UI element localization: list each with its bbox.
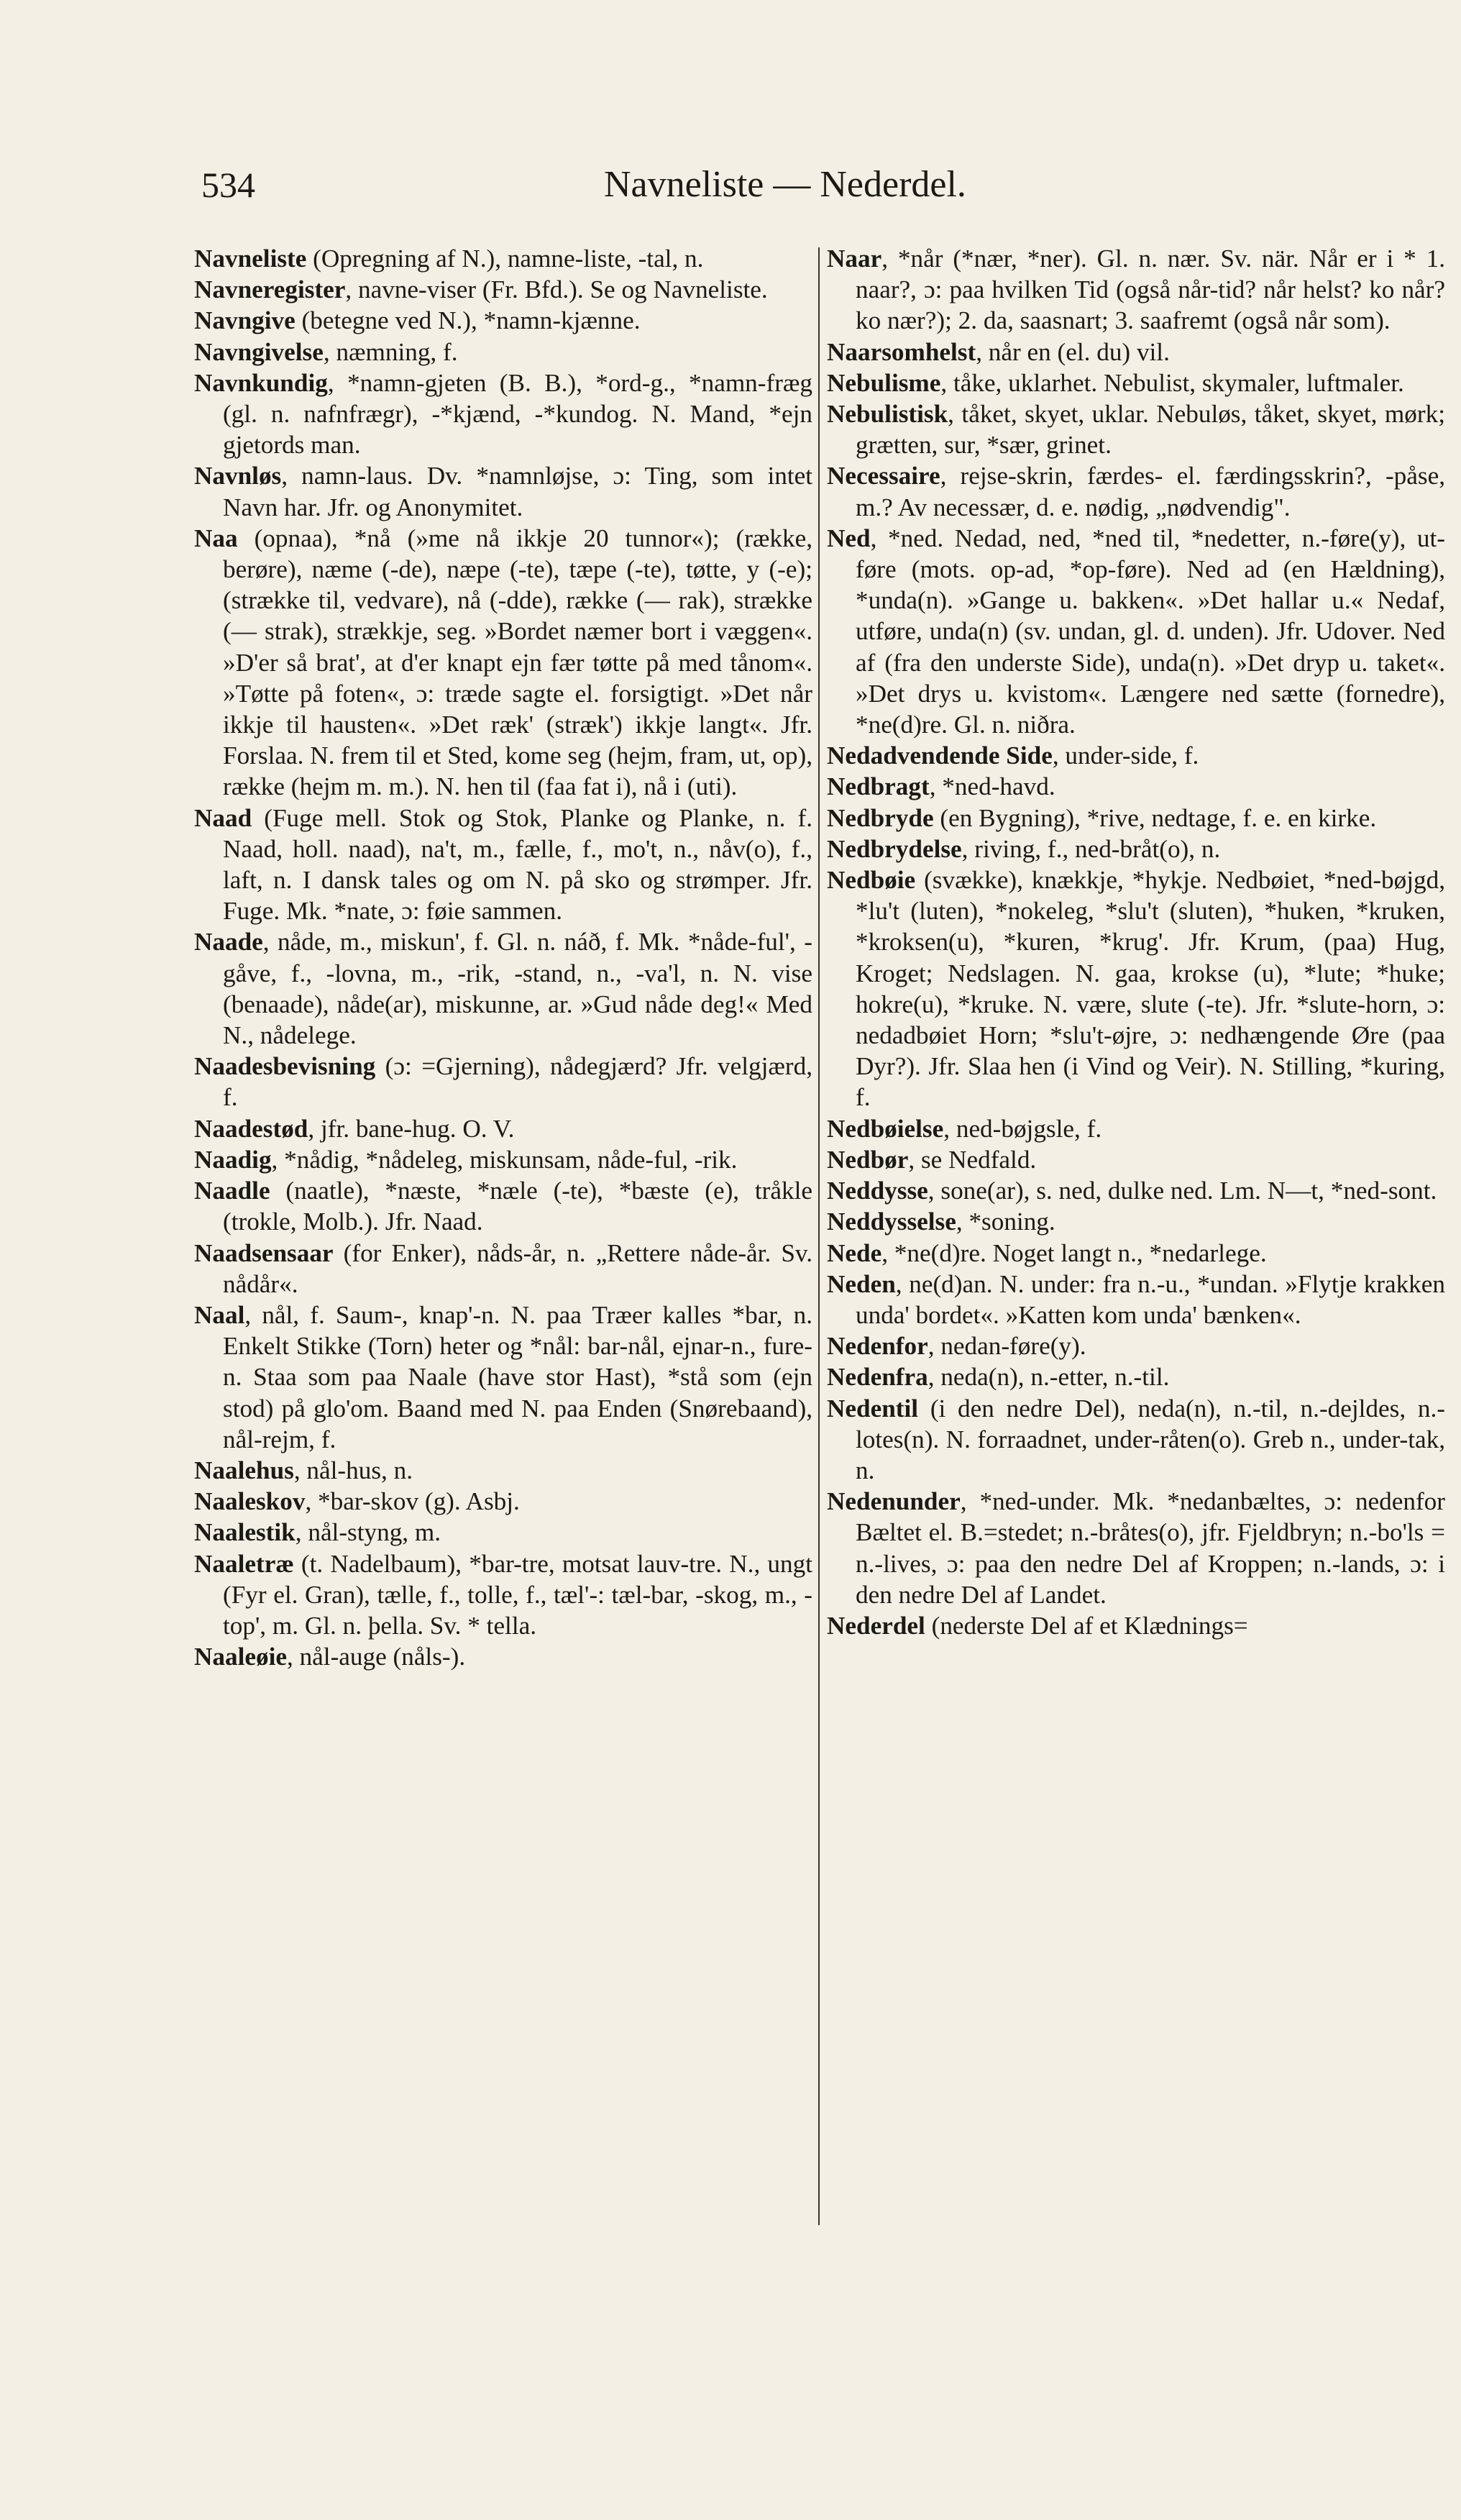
entry-definition: (opnaa), *nå (»me nå ikkje 20 tunnor«); (række, berøre), næme (-de), næpe (-te), tæpe (-te), tøtte, y (-e); (strække til, vedvare), nå (-dde), række (— rak), strække (— strak), strækkje, seg. »Bordet næmer bort i væggen«. »D'er så brat', at d'er knapt ejn fær tøtte på med tånom«. »Tøtte på foten«, ɔ: træde sagte el. forsigtigt. »Det når ikkje til hausten«. »Det ræk' (stræk') ikkje langt«. Jfr. Forslaa. N. frem til et Sted, kome seg (hejm, fram, ut, op), række (hejm m. m.). N. hen til (faa fat i), nå i (uti).	[223, 524, 812, 801]
entry-definition: , når en (el. du) vil.	[976, 337, 1170, 366]
dictionary-entry	[827, 1610, 1445, 1641]
entry-definition: , *bar-skov (g). Asbj.	[305, 1487, 520, 1516]
entry-headword: Nedbøie	[827, 866, 916, 895]
entry-headword: Naarsomhelst	[827, 337, 976, 366]
dictionary-entry	[194, 1641, 812, 1672]
dictionary-entry	[194, 305, 812, 336]
dictionary-entry	[827, 803, 1445, 834]
dictionary-entry	[194, 1517, 812, 1548]
dictionary-entry	[194, 337, 812, 368]
entry-definition: , under-side, f.	[1052, 741, 1199, 770]
entry-definition: , ne(d)an. N. under: fra n.-u., *undan. »Flytje krakken unda' bordet«. »Katten kom unda' bænken«.	[856, 1269, 1445, 1329]
dictionary-entry	[827, 398, 1445, 460]
entry-definition: , tåket, skyet, uklar. Nebuløs, tåket, skyet, mørk; grætten, sur, *sær, grinet.	[856, 400, 1445, 460]
entry-definition: , nål, f. Saum-, knap'-n. N. paa Træer kalles *bar, n. Enkelt Stikke (Torn) heter og *nål: bar-nål, ejnar-n., fure-n. Staa som paa Naale (have stor Hast), *stå som (ejn stod) på glo'om. Baand med N. paa Enden (Snørebaand), nål-rejm, f.	[223, 1300, 812, 1453]
dictionary-entry	[827, 1144, 1445, 1175]
dictionary-entry	[194, 1455, 812, 1486]
entry-headword: Necessaire	[827, 462, 940, 490]
dictionary-entry	[827, 1206, 1445, 1237]
entry-headword: Navnløs	[194, 462, 282, 490]
entry-headword: Naadle	[194, 1177, 270, 1205]
entry-headword: Neden	[827, 1269, 896, 1298]
dictionary-entry	[194, 1486, 812, 1517]
entry-headword: Neddysselse	[827, 1208, 956, 1236]
dictionary-entry	[194, 1113, 812, 1144]
entry-definition: (nederste Del af et Klædnings=	[925, 1611, 1248, 1640]
entry-definition: , *ned-under. Mk. *nedanbæltes, ɔ: nedenfor Bæltet el. B.=stedet; n.-bråtes(o), jfr. Fjeldbryn; n.-bo'ls = n.-lives, ɔ: paa den nedre Del af Kroppen; n.-lands, ɔ: i den nedre Del af Landet.	[856, 1487, 1445, 1609]
entry-headword: Nedbragt	[827, 772, 930, 801]
entry-headword: Naalehus	[194, 1456, 294, 1484]
entry-definition: , nedan-føre(y).	[928, 1332, 1086, 1361]
dictionary-entry	[827, 1393, 1445, 1487]
entry-definition: , jfr. bane-hug. O. V.	[308, 1114, 515, 1143]
dictionary-entry	[827, 243, 1445, 337]
entry-headword: Navneregister	[194, 275, 346, 304]
dictionary-entry	[827, 368, 1445, 398]
entry-definition: (en Bygning), *rive, nedtage, f. e. en kirke.	[933, 803, 1377, 832]
dictionary-entry	[194, 1144, 812, 1175]
dictionary-entry	[827, 1113, 1445, 1144]
entry-definition: , *ned-havd.	[929, 772, 1055, 801]
entry-definition: , næmning, f.	[323, 337, 458, 366]
dictionary-entry	[194, 803, 812, 927]
dictionary-entry	[827, 834, 1445, 864]
dictionary-entry	[827, 1330, 1445, 1361]
entry-headword: Nederdel	[827, 1611, 925, 1640]
entry-headword: Navneliste	[194, 245, 307, 273]
entry-headword: Nedbør	[827, 1145, 909, 1174]
column-divider	[818, 247, 820, 2225]
dictionary-entry	[194, 523, 812, 803]
entry-definition: (for Enker), nåds-år, n. „Rettere nåde-år. Sv. nådår«.	[223, 1238, 812, 1298]
entry-headword: Naaleøie	[194, 1643, 287, 1671]
entry-definition: , nål-auge (nåls-).	[286, 1643, 466, 1671]
dictionary-entry	[827, 337, 1445, 368]
entry-definition: , *namn-gjeten (B. B.), *ord-g., *namn-fræg (gl. n. nafnfrægr), -*kjænd, -*kundog. N. Mand, *ejn gjetords man.	[223, 368, 812, 460]
entry-definition: , namn-laus. Dv. *namnløjse, ɔ: Ting, som intet Navn har. Jfr. og Anonymitet.	[223, 462, 812, 521]
entry-definition: , nåde, m., miskun', f. Gl. n. náð, f. Mk. *nåde-ful', -gåve, f., -lovna, m., -rik, -stand, n., -va'l, n. N. vise (benaade), nåde(ar), miskunne, ar. »Gud nåde deg!« Med N., nådelege.	[223, 928, 812, 1050]
entry-headword: Naaleskov	[194, 1487, 306, 1516]
entry-headword: Nedentil	[827, 1394, 919, 1423]
entry-definition: (naatle), *næste, *næle (-te), *bæste (e), tråkle (trokle, Molb.). Jfr. Naad.	[223, 1177, 812, 1236]
entry-headword: Naadesbevisning	[194, 1052, 376, 1081]
entry-definition: , nål-hus, n.	[293, 1456, 413, 1484]
entry-headword: Naa	[194, 524, 238, 552]
entry-headword: Navngivelse	[194, 337, 324, 366]
entry-headword: Nedadvendende Side	[827, 741, 1053, 770]
entry-headword: Nedbøielse	[827, 1114, 944, 1143]
entry-definition: , nål-styng, m.	[295, 1518, 441, 1547]
entry-headword: Nede	[827, 1238, 882, 1267]
entry-headword: Neddysse	[827, 1177, 928, 1205]
entry-headword: Naalestik	[194, 1518, 296, 1547]
dictionary-entry	[194, 460, 812, 522]
page-number: 534	[201, 165, 255, 205]
entry-headword: Naaletræ	[194, 1549, 294, 1578]
entry-headword: Naar	[827, 245, 882, 273]
dictionary-entry	[194, 1051, 812, 1113]
entry-definition: , *ned. Nedad, ned, *ned til, *nedetter, n.-føre(y), ut-føre (mots. op-ad, *op-føre). Ned ad (en Hældning), *unda(n). »Gange u. bakken«. »Det hallar u.« Nedaf, utføre, unda(n) (sv. undan, gl. d. unden). Jfr. Udover. Ned af (fra den underste Side), unda(n). »Det dryp u. taket«. »Det drys u. kvistom«. Længere ned sætte (fornedre), *ne(d)re. Gl. n. niðra.	[856, 524, 1445, 739]
entry-headword: Nebulistisk	[827, 400, 948, 429]
entry-headword: Nedenfra	[827, 1363, 928, 1392]
entry-definition: , se Nedfald.	[908, 1145, 1037, 1174]
dictionary-entry	[194, 1175, 812, 1237]
entry-definition: , ned-bøjgsle, f.	[943, 1114, 1102, 1143]
entry-definition: , *ne(d)re. Noget langt n., *nedarlege.	[881, 1238, 1267, 1267]
left-column	[194, 243, 812, 1672]
entry-definition: (ɔ: =Gjerning), nådegjærd? Jfr. velgjærd, f.	[223, 1052, 812, 1112]
entry-definition: (i den nedre Del), neda(n), n.-til, n.-dejldes, n.-lotes(n). N. forraadnet, under-råten(o). Greb n., under-tak, n.	[856, 1394, 1445, 1484]
entry-headword: Naad	[194, 803, 252, 832]
entry-definition: (t. Nadelbaum), *bar-tre, motsat lauv-tre. N., ungt (Fyr el. Gran), tælle, f., tolle, f., tæl'-: tæl-bar, -skog, m., -top', m. Gl. n. þella. Sv. * tella.	[223, 1549, 812, 1640]
dictionary-entry	[194, 1548, 812, 1642]
entry-definition: , neda(n), n.-etter, n.-til.	[928, 1363, 1170, 1392]
dictionary-entry	[827, 771, 1445, 802]
dictionary-entry	[827, 1238, 1445, 1269]
entry-headword: Naade	[194, 928, 263, 957]
entry-definition: , *nådig, *nådeleg, miskunsam, nåde-ful, -rik.	[271, 1145, 738, 1174]
right-column	[827, 243, 1445, 1641]
entry-definition: , navne-viser (Fr. Bfd.). Se og Navneliste.	[345, 275, 768, 304]
entry-definition: , sone(ar), s. ned, dulke ned. Lm. N—t, *ned-sont.	[928, 1177, 1437, 1205]
dictionary-entry	[827, 460, 1445, 522]
entry-headword: Nedenfor	[827, 1332, 928, 1361]
entry-definition: (Fuge mell. Stok og Stok, Planke og Planke, n. f. Naad, holl. naad), na't, m., fælle, f., mo't, n., nåv(o), f., laft, n. I dansk tales og om N. på sko og strømper. Jfr. Fuge. Mk. *nate, ɔ: føie sammen.	[223, 803, 812, 926]
dictionary-entry	[194, 1238, 812, 1300]
entry-definition: (betegne ved N.), *namn-kjænne.	[295, 306, 641, 335]
dictionary-entry	[194, 1300, 812, 1455]
entry-headword: Naal	[194, 1300, 245, 1329]
dictionary-entry	[827, 1361, 1445, 1392]
dictionary-entry	[827, 1175, 1445, 1206]
dictionary-entry	[194, 368, 812, 461]
entry-headword: Nedenunder	[827, 1487, 961, 1516]
entry-definition: , rejse-skrin, færdes- el. færdingsskrin?, -påse, m.? Av necessær, d. e. nødig, „nødvendig".	[856, 462, 1445, 521]
entry-definition: , *soning.	[956, 1208, 1055, 1236]
entry-definition: , riving, f., ned-bråt(o), n.	[961, 834, 1221, 863]
dictionary-entry	[827, 1486, 1445, 1610]
entry-headword: Nedbryde	[827, 803, 934, 832]
entry-headword: Nedbrydelse	[827, 834, 962, 863]
entry-headword: Naadestød	[194, 1114, 308, 1143]
dictionary-entry	[827, 523, 1445, 740]
dictionary-entry	[827, 1269, 1445, 1330]
entry-headword: Nebulisme	[827, 368, 941, 397]
entry-headword: Ned	[827, 524, 871, 552]
running-head: Navneliste — Nederdel.	[604, 164, 966, 205]
entry-headword: Navnkundig	[194, 368, 328, 397]
dictionary-entry	[194, 926, 812, 1051]
entry-definition: , tåke, uklarhet. Nebulist, skymaler, luftmaler.	[940, 368, 1404, 397]
entry-definition: (svække), knækkje, *hykje. Nedbøiet, *ned-bøjgd, *lu't (luten), *nokeleg, *slu't (sluten), *huken, *kruken, *kroksen(u), *kuren, *krug'. Jfr. Krum, (paa) Hug, Kroget; Nedslagen. N. gaa, krokse (u), *lute; *huke; hokre(u), *kruke. N. være, slute (-te). Jfr. *slute-horn, ɔ: nedadbøiet Horn; *slu't-øjre, ɔ: nedhængende Øre (paa Dyr?). Jfr. Slaa hen (i Vind og Veir). N. Stilling, *kuring, f.	[856, 866, 1445, 1112]
page-header	[201, 160, 1035, 217]
entry-headword: Naadig	[194, 1145, 272, 1174]
entry-headword: Naadsensaar	[194, 1238, 334, 1267]
dictionary-entry	[827, 864, 1445, 1113]
dictionary-entry	[827, 740, 1445, 771]
dictionary-entry	[194, 274, 812, 305]
entry-headword: Navngive	[194, 306, 296, 335]
entry-definition: , *når (*nær, *ner). Gl. n. nær. Sv. när. Når er i * 1. naar?, ɔ: paa hvilken Tid (også når-tid? når helst? ko når? ko nær?); 2. da, saasnart; 3. saafremt (også når som).	[856, 245, 1445, 335]
entry-definition: (Opregning af N.), namne-liste, -tal, n.	[306, 245, 704, 273]
dictionary-entry	[194, 243, 812, 274]
